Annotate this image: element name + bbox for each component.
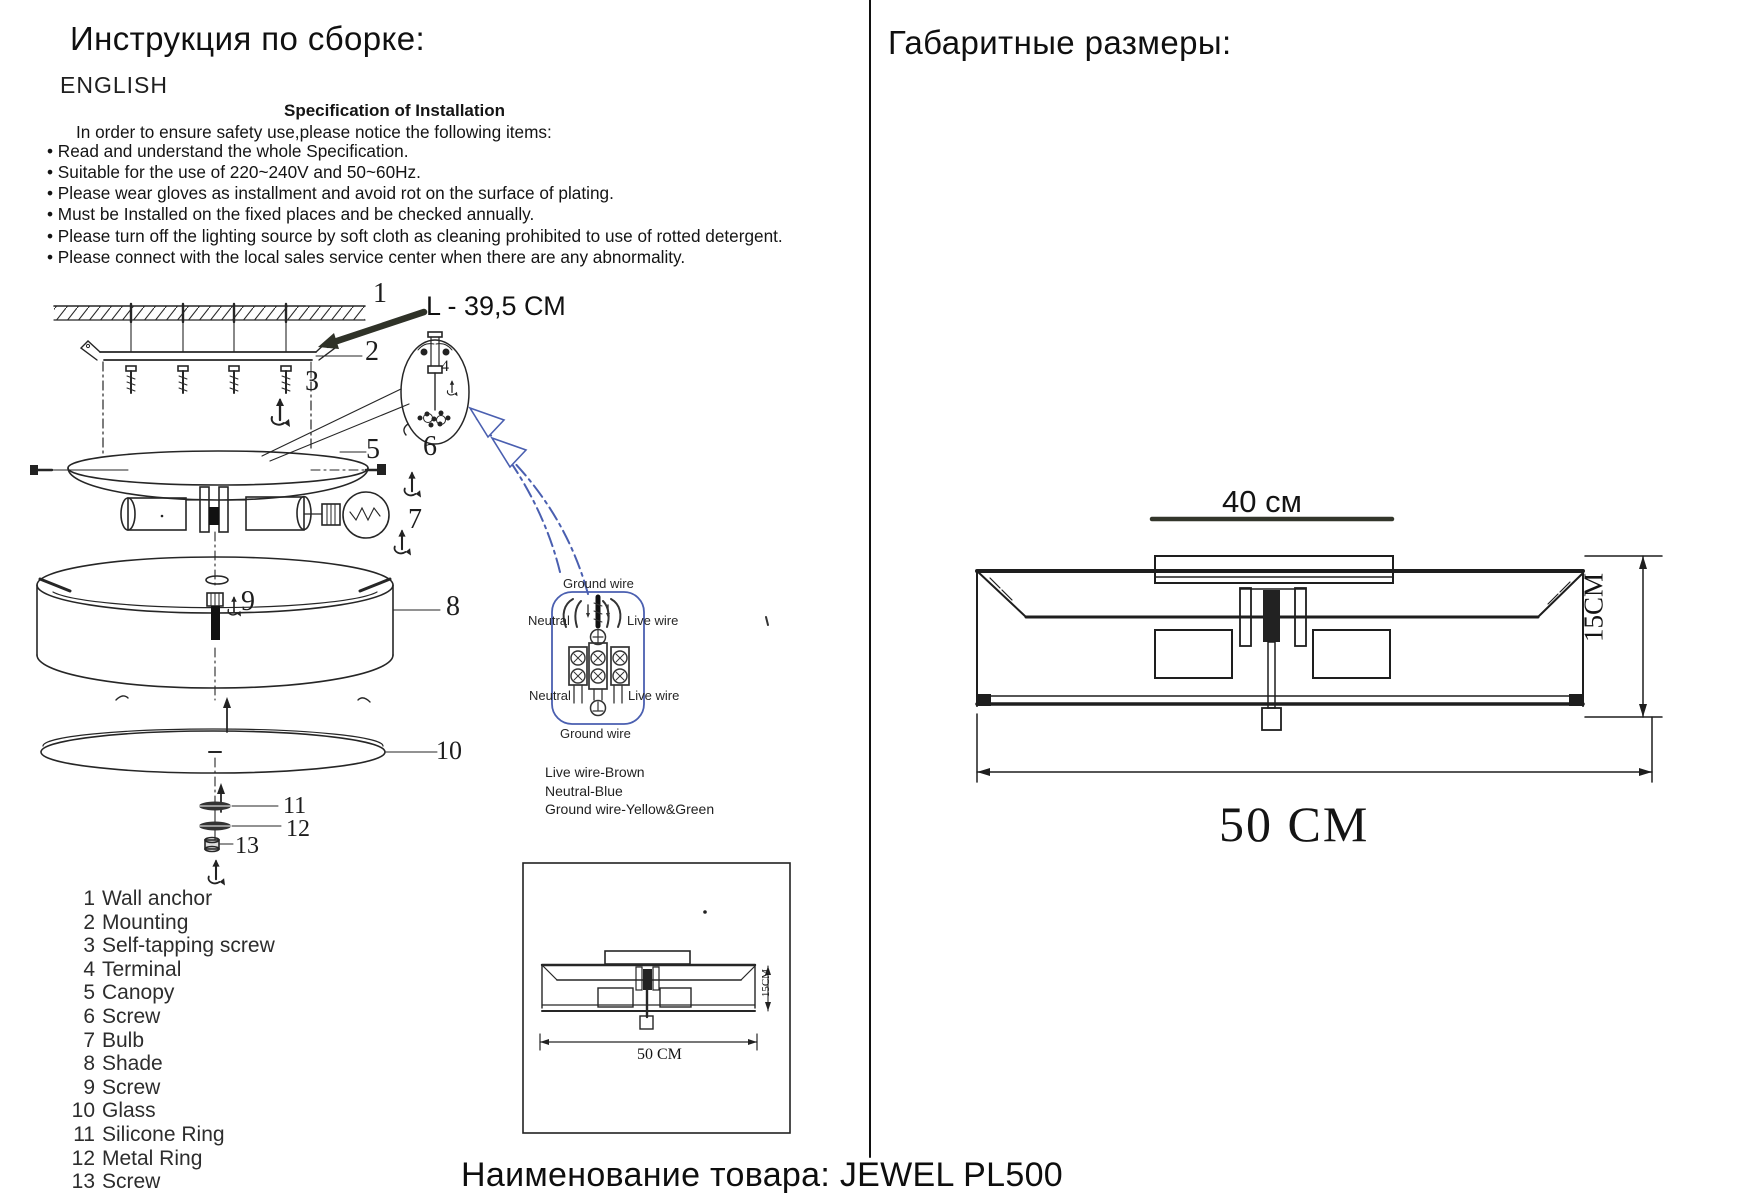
self-tapping-screws: [126, 362, 311, 427]
part-number: 6: [83, 1004, 95, 1028]
parts-list-row: [62, 1170, 275, 1194]
dim-bottom-width-label: 50 CM: [1219, 796, 1370, 852]
parts-list-row: [62, 1029, 275, 1053]
parts-list-row: [62, 1076, 275, 1100]
part-number: 13: [71, 1170, 95, 1194]
part-name: Screw: [102, 1004, 161, 1028]
part-number: 4: [83, 957, 95, 981]
ceiling-hatch: [54, 304, 365, 322]
part-name: Screw: [102, 1075, 161, 1099]
part-name: Bulb: [102, 1028, 145, 1052]
part-number: 10: [71, 1099, 95, 1123]
part-label-10: 10: [436, 736, 462, 765]
part-name: Canopy: [102, 981, 175, 1005]
wiring-legend-neutral: Neutral-Blue: [545, 783, 623, 799]
inset-dimension-box: [523, 863, 790, 1133]
part-label-6: 6: [423, 431, 437, 462]
part-number: 11: [73, 1122, 95, 1146]
terminal-detail-circle: [401, 332, 469, 444]
wiring-neutral-top-label: Neutral: [528, 613, 570, 628]
wiring-terminal: [552, 592, 768, 724]
part-label-1: 1: [373, 278, 387, 309]
part-name: Self-tapping screw: [102, 934, 275, 958]
part-name: Wall anchor: [102, 887, 213, 910]
product-name: Наименование товара: JEWEL PL500: [461, 1156, 1063, 1194]
lamp-body: [121, 487, 311, 532]
parts-list-row: [62, 1052, 275, 1076]
parts-list-row: [62, 1099, 275, 1123]
spec-list: [47, 141, 783, 268]
wiring-legend-live: Live wire-Brown: [545, 764, 645, 780]
part-name: Mounting: [102, 910, 189, 934]
parts-list-row: [62, 1123, 275, 1147]
parts-list: [62, 887, 275, 1194]
spec-item: • Please wear gloves as installment and avoid rot on the surface of plating.: [47, 183, 783, 204]
canopy: [30, 362, 421, 500]
part-label-5: 5: [366, 434, 380, 465]
dim-top-width-label: 40 см: [1222, 484, 1302, 519]
part-number: 7: [83, 1028, 95, 1052]
part-name: Screw: [102, 1170, 161, 1194]
spec-item: • Must be Installed on the fixed places and be checked annually.: [47, 204, 783, 225]
part-label-7: 7: [408, 504, 422, 535]
part-label-13: 13: [235, 833, 259, 859]
page-title-right: Габаритные размеры:: [888, 24, 1232, 61]
wiring-neutral-bottom-label: Neutral: [529, 688, 571, 703]
parts-list-row: [62, 887, 275, 911]
part-label-8: 8: [446, 591, 460, 622]
part-number: 8: [83, 1052, 95, 1076]
part-name: Terminal: [102, 957, 182, 981]
wiring-ground-bottom-label: Ground wire: [560, 726, 631, 741]
inset-height-label: 15CM: [760, 968, 772, 998]
glass-disc: [41, 697, 437, 812]
part-name: Metal Ring: [102, 1146, 203, 1170]
part-label-11: 11: [283, 793, 307, 819]
spec-item: • Suitable for the use of 220~240V and 50~60Hz.: [47, 162, 783, 183]
part-number: 2: [83, 910, 95, 934]
fixture-side-view: [977, 519, 1662, 782]
length-annotation: L - 39,5 СМ: [426, 291, 566, 321]
part-label-4: 4: [441, 358, 449, 375]
part-number: 1: [83, 887, 95, 910]
spec-intro: In order to ensure safety use,please notice the following items:: [76, 122, 552, 142]
spec-item: • Please connect with the local sales service center when there are any abnormality.: [47, 247, 783, 268]
parts-list-row: [62, 1147, 275, 1171]
part-label-9: 9: [241, 586, 255, 617]
spec-title: Specification of Installation: [284, 101, 506, 120]
shade: [37, 557, 440, 702]
parts-list-row: [62, 958, 275, 982]
wiring-live-bottom-label: Live wire: [628, 688, 680, 703]
part-label-2: 2: [365, 336, 379, 367]
language-label: ENGLISH: [60, 72, 168, 98]
parts-list-row: [62, 934, 275, 958]
part-number: 3: [83, 934, 95, 958]
blue-pointer-arrows: [470, 408, 588, 594]
part-label-12: 12: [286, 816, 310, 842]
part-name: Glass: [102, 1099, 156, 1123]
wiring-live-top-label: Live wire: [627, 613, 679, 628]
part-label-3: 3: [305, 366, 319, 397]
page-title-left: Инструкция по сборке:: [70, 20, 426, 57]
wiring-ground-top-label: Ground wire: [563, 576, 634, 591]
inset-width-label: 50 CM: [637, 1046, 682, 1063]
bulb: [304, 492, 411, 556]
dim-height-label: 15CM: [1578, 572, 1609, 643]
part-name: Shade: [102, 1052, 163, 1076]
spec-item: • Please turn off the lighting source by soft cloth as cleaning prohibited to use of rotted detergent.: [47, 226, 783, 247]
wiring-legend-ground: Ground wire-Yellow&Green: [545, 801, 715, 817]
mounting-bar: [81, 322, 362, 360]
part-number: 12: [71, 1146, 95, 1170]
parts-list-row: [62, 911, 275, 935]
part-number: 9: [83, 1075, 95, 1099]
parts-list-row: [62, 1005, 275, 1029]
parts-list-row: [62, 981, 275, 1005]
part-name: Silicone Ring: [102, 1122, 225, 1146]
part-number: 5: [83, 981, 95, 1005]
spec-item: • Read and understand the whole Specification.: [47, 141, 783, 162]
